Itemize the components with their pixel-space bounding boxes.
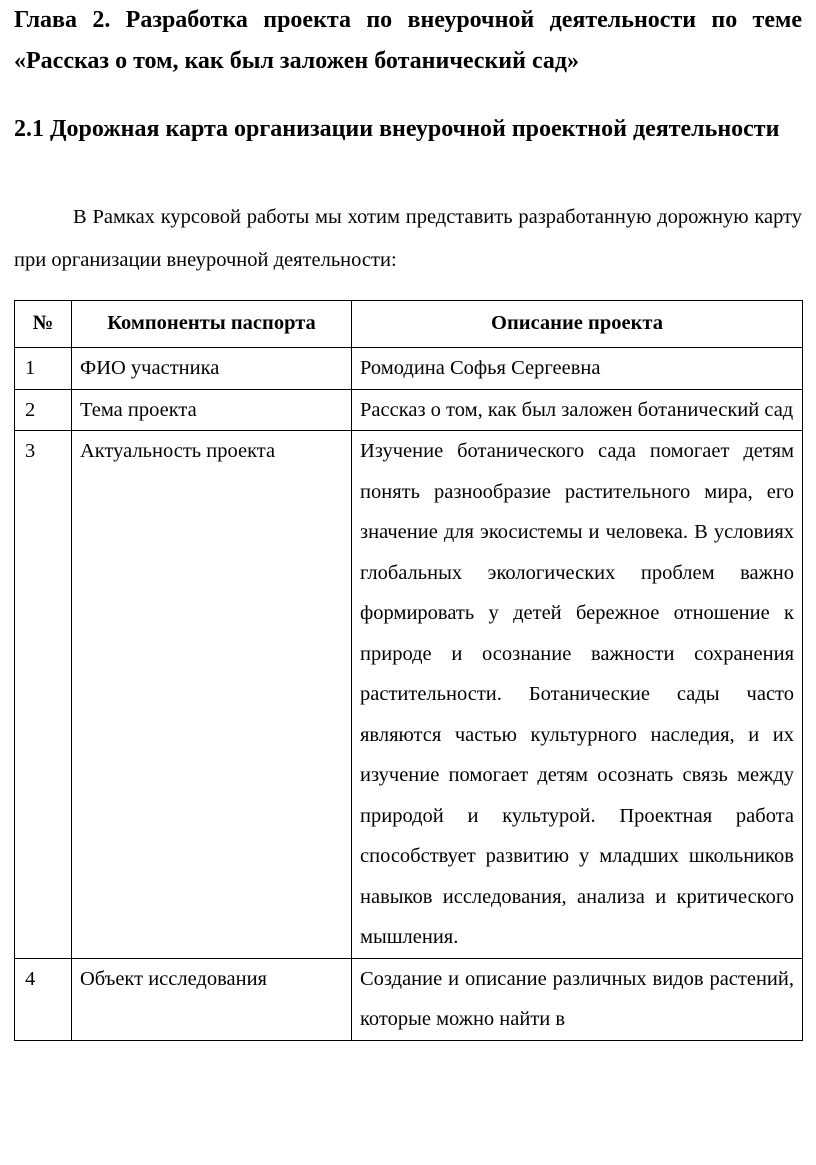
row-num: 3 xyxy=(15,431,72,959)
row-num: 1 xyxy=(15,348,72,390)
row-component: Тема проекта xyxy=(72,389,352,431)
header-component: Компоненты паспорта xyxy=(72,301,352,348)
row-description: Рассказ о том, как был заложен ботанический сад xyxy=(352,389,803,431)
row-component: ФИО участника xyxy=(72,348,352,390)
row-component: Объект исследования xyxy=(72,958,352,1040)
table-row xyxy=(15,389,803,431)
row-description: Создание и описание различных видов растений, которые можно найти в xyxy=(352,958,803,1040)
table-row xyxy=(15,431,803,959)
chapter-title: Глава 2. Разработка проекта по внеурочной деятельности по теме «Рассказ о том, как был заложен ботанический сад» xyxy=(14,7,802,74)
header-num: № xyxy=(15,301,72,348)
section-title: 2.1 Дорожная карта организации внеурочной проектной деятельности xyxy=(14,116,780,142)
row-description: Изучение ботанического сада помогает детям понять разнообразие растительного мира, его значение для экосистемы и человека. В условиях глобальных экологических проблем важно формировать у детей бережное отношение к природе и осознание важности сохранения растительности. Ботанические сады часто являются частью культурного наследия, и их изучение помогает детям осознать связь между природой и культурой. Проектная работа способствует развитию у младших школьников навыков исследования, анализа и критического мышления. xyxy=(352,431,803,959)
row-description: Ромодина Софья Сергеевна xyxy=(352,348,803,390)
row-num: 4 xyxy=(15,958,72,1040)
row-component: Актуальность проекта xyxy=(72,431,352,959)
intro-paragraph: В Рамках курсовой работы мы хотим представить разработанную дорожную карту при организации внеурочной деятельности: xyxy=(14,206,802,271)
header-description: Описание проекта xyxy=(352,301,803,348)
row-num: 2 xyxy=(15,389,72,431)
table-row xyxy=(15,958,803,1040)
table-row xyxy=(15,348,803,390)
project-passport-table xyxy=(14,300,803,1041)
table-header-row xyxy=(15,301,803,348)
